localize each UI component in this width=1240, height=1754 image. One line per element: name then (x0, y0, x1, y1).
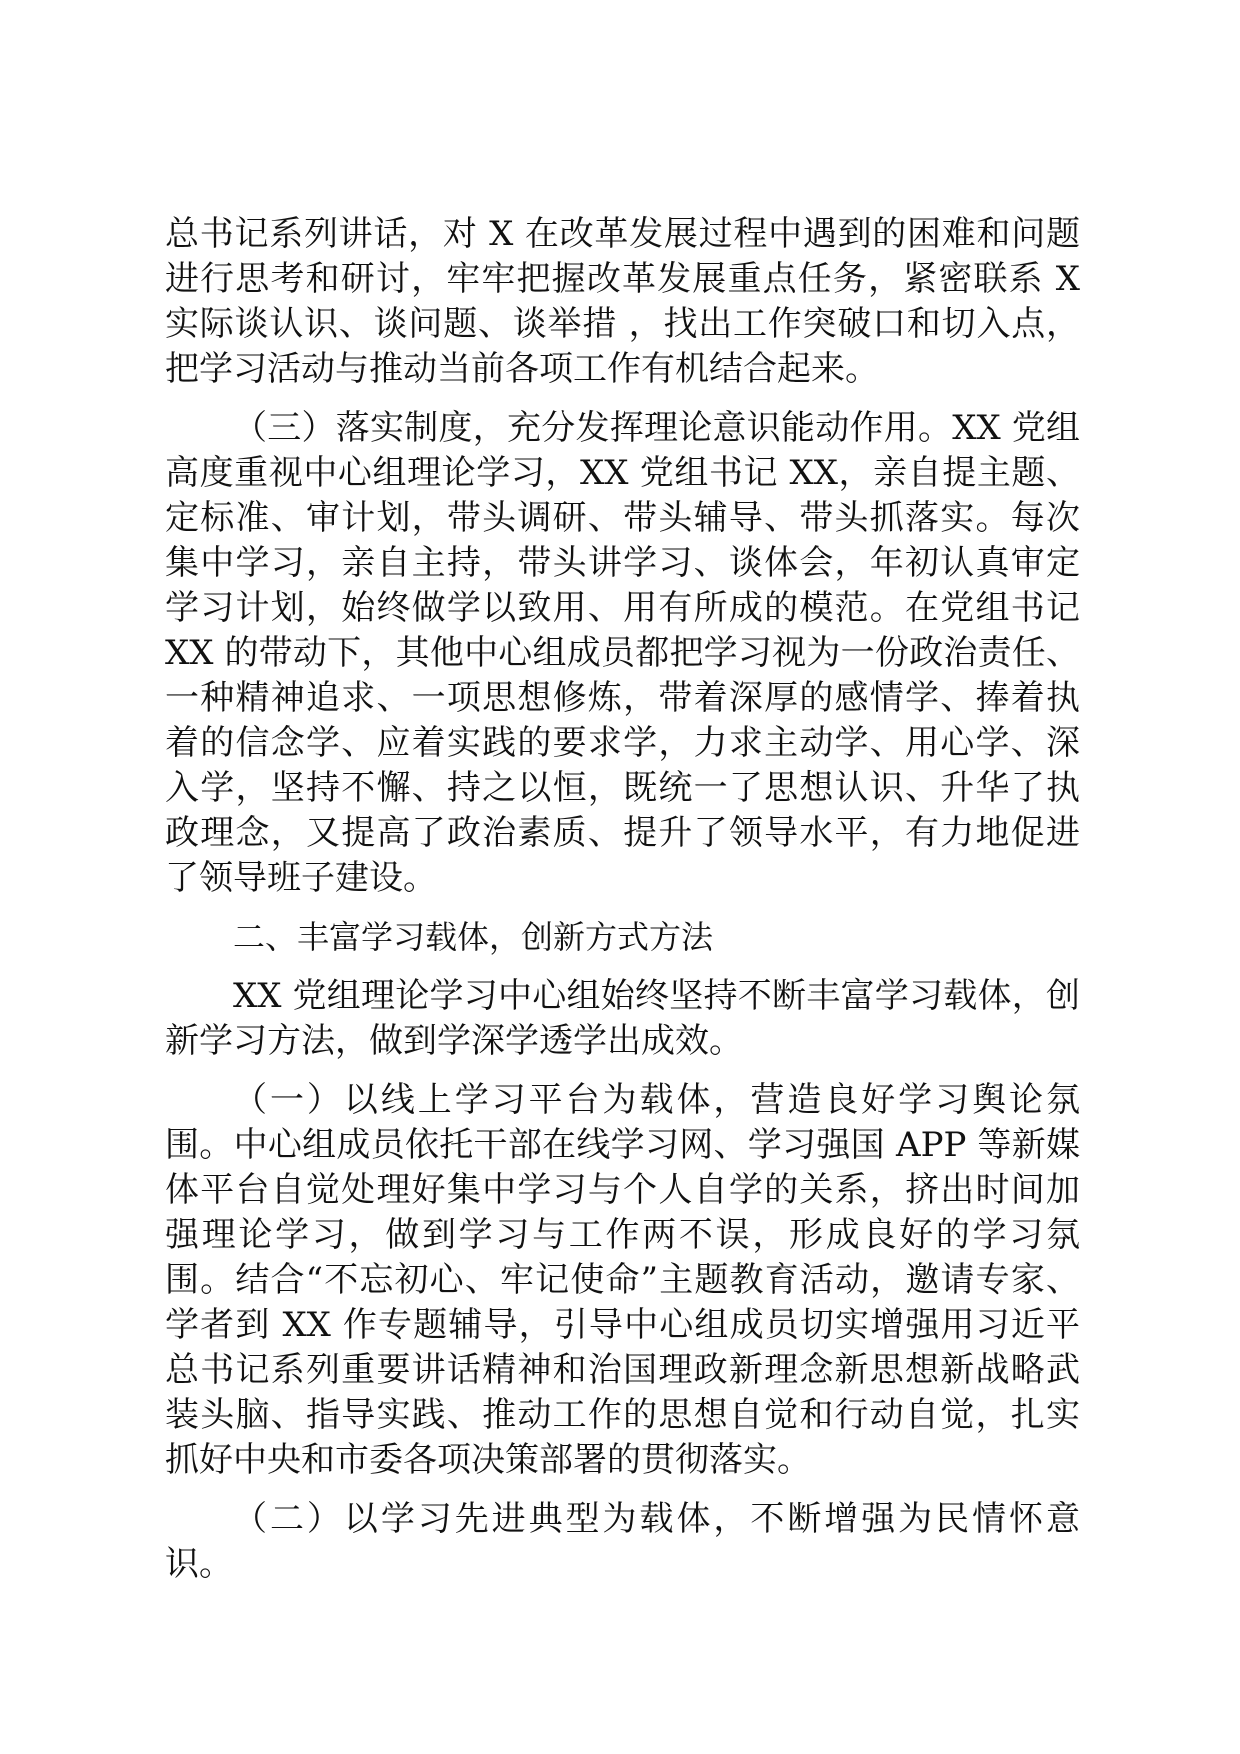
section-heading-two: 二、丰富学习载体，创新方式方法 (233, 918, 714, 956)
paragraph-section-two-intro: XX 党组理论学习中心组始终坚持不断丰富学习载体，创新学习方法，做到学深学透学出成效。 (165, 976, 1080, 1061)
paragraph-subsection-one: （一）以线上学习平台为载体，营造良好学习舆论氛围。中心组成员依托干部在线学习网、学习强国 APP 等新媒体平台自觉处理好集中学习与个人自学的关系，挤出时间加强理论学习，做到学习与工作两不误，形成良好的学习氛围。结合“不忘初心、牢记使命”主题教育活动，邀请专家、学者到 XX 作专题辅导，引导中心组成员切实增强用习近平总书记系列重要讲话精神和治国理政新理念新思想新战略武装头脑、指导实践、推动工作的思想自觉和行动自觉，扎实抓好中央和市委各项决策部署的贯彻落实。 (165, 1080, 1080, 1480)
document-body (165, 212, 1080, 1601)
paragraph-subsection-two: （二）以学习先进典型为载体，不断增强为民情怀意识。 (165, 1499, 1080, 1584)
paragraph-continuation: 总书记系列讲话，对 X 在改革发展过程中遇到的困难和问题进行思考和研讨，牢牢把握改革发展重点任务，紧密联系 X 实际谈认识、谈问题、谈举措 ，找出工作突破口和切入点，把学习活动与推动当前各项工作有机结合起来。 (165, 214, 1080, 389)
paragraph-section-three: （三）落实制度，充分发挥理论意识能动作用。XX 党组高度重视中心组理论学习，XX 党组书记 XX，亲自提主题、定标准、审计划，带头调研、带头辅导、带头抓落实。每次集中学习，亲自主持，带头讲学习、谈体会，年初认真审定学习计划，始终做学以致用、用有所成的模范。在党组书记 XX 的带动下，其他中心组成员都把学习视为一份政治责任、一种精神追求、一项思想修炼，带着深厚的感情学、捧着执着的信念学、应着实践的要求学，力求主动学、用心学、深入学，坚持不懈、持之以恒，既统一了思想认识、升华了执政理念，又提高了政治素质、提升了领导水平，有力地促进了领导班子建设。 (165, 408, 1080, 898)
